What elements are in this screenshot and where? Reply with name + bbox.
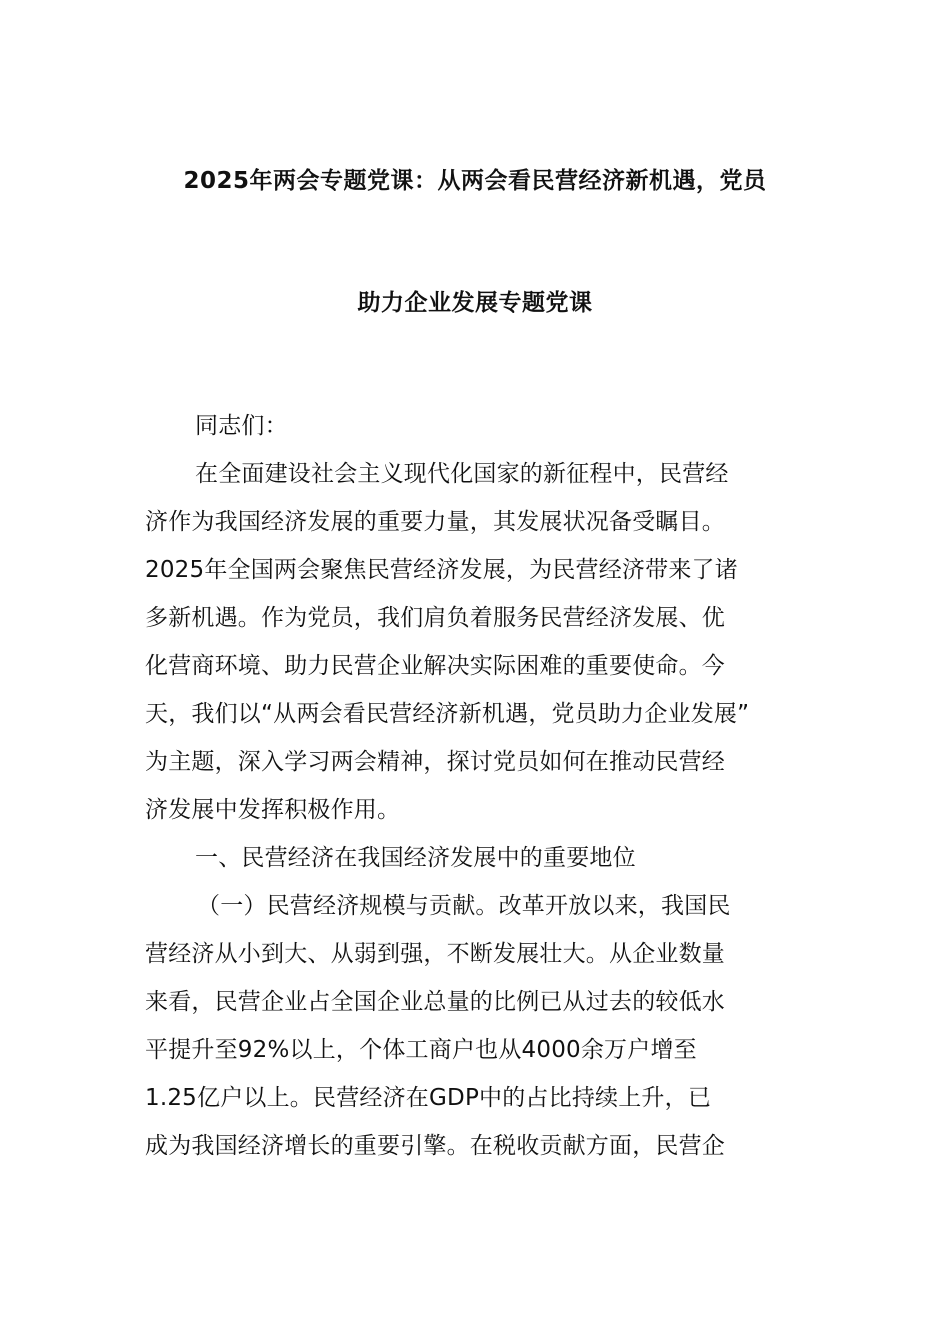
document-title-line-1: 2025年两会专题党课：从两会看民营经济新机遇，党员 bbox=[183, 168, 767, 194]
paragraph-line: 2025年全国两会聚焦民营经济发展，为民营经济带来了诸 bbox=[145, 557, 738, 583]
paragraph-line: 1.25亿户以上。民营经济在GDP中的占比持续上升，已 bbox=[145, 1085, 712, 1111]
paragraph-line: 济发展中发挥积极作用。 bbox=[145, 797, 401, 823]
paragraph-line: 营经济从小到大、从弱到强，不断发展壮大。从企业数量 bbox=[145, 941, 725, 967]
paragraph-line: 为主题，深入学习两会精神，探讨党员如何在推动民营经 bbox=[145, 749, 725, 775]
paragraph-intro bbox=[145, 450, 810, 834]
section-heading: 一、民营经济在我国经济发展中的重要地位 bbox=[195, 845, 636, 871]
paragraph-scale-contribution bbox=[145, 882, 810, 1170]
paragraph-line: （一）民营经济规模与贡献。改革开放以来，我国民 bbox=[197, 893, 731, 919]
document-title-line-2: 助力企业发展专题党课 bbox=[357, 290, 593, 316]
paragraph-line: 济作为我国经济发展的重要力量，其发展状况备受瞩目。 bbox=[145, 509, 725, 535]
paragraph-line: 平提升至92%以上，个体工商户也从4000余万户增至 bbox=[145, 1037, 697, 1063]
paragraph-line: 天，我们以“从两会看民营经济新机遇，党员助力企业发展” bbox=[145, 701, 750, 727]
document-body bbox=[145, 402, 810, 1170]
paragraph-line: 来看，民营企业占全国企业总量的比例已从过去的较低水 bbox=[145, 989, 725, 1015]
paragraph-line: 多新机遇。作为党员，我们肩负着服务民营经济发展、优 bbox=[145, 605, 725, 631]
paragraph-line: 在全面建设社会主义现代化国家的新征程中，民营经 bbox=[195, 461, 729, 487]
paragraph-line: 成为我国经济增长的重要引擎。在税收贡献方面，民营企 bbox=[145, 1133, 725, 1159]
paragraph-line: 化营商环境、助力民营企业解决实际困难的重要使命。今 bbox=[145, 653, 725, 679]
salutation: 同志们： bbox=[195, 413, 288, 439]
